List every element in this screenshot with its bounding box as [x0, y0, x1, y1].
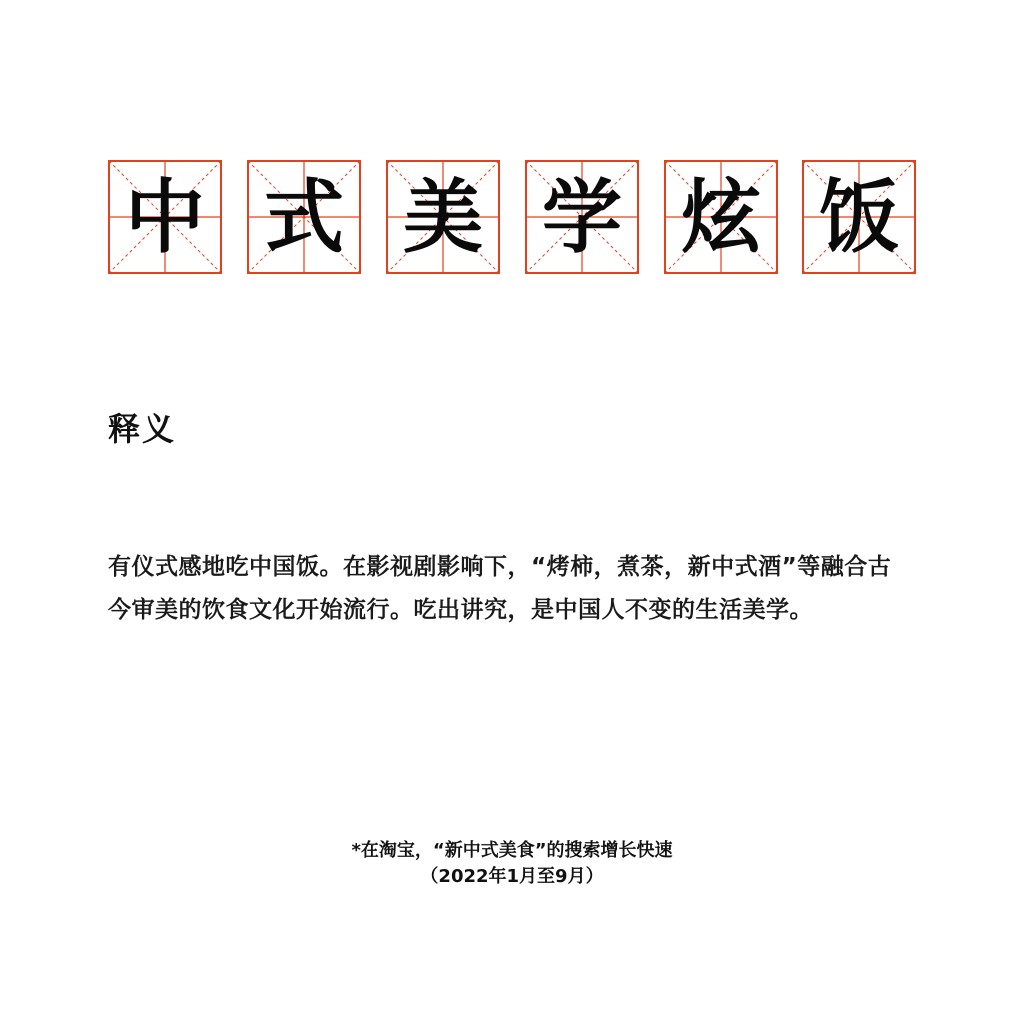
title-char-box: [802, 160, 916, 274]
section-heading: 释义: [108, 410, 177, 448]
title-char: 学: [542, 170, 622, 264]
footnote: [0, 838, 1024, 890]
title-char-box: [386, 160, 500, 274]
definition-paragraph: 有仪式感地吃中国饭。在影视剧影响下，“烤柿，煮茶，新中式酒”等融合古今审美的饮食文化开始流行。吃出讲究，是中国人不变的生活美学。: [108, 554, 892, 623]
footnote-line-2: （2022年1月至9月）: [420, 866, 604, 887]
title-char: 式: [264, 170, 344, 264]
title-char: 炫: [681, 170, 761, 264]
title-grid-row: [108, 160, 916, 276]
title-char: 饭: [819, 170, 899, 264]
title-char: 美: [403, 170, 483, 264]
title-char: 中: [125, 170, 205, 264]
title-char-box: [108, 160, 222, 274]
title-char-box: [525, 160, 639, 274]
footnote-line-1: *在淘宝，“新中式美食”的搜索增长快速: [351, 840, 673, 861]
title-char-box: [247, 160, 361, 274]
title-char-box: [664, 160, 778, 274]
